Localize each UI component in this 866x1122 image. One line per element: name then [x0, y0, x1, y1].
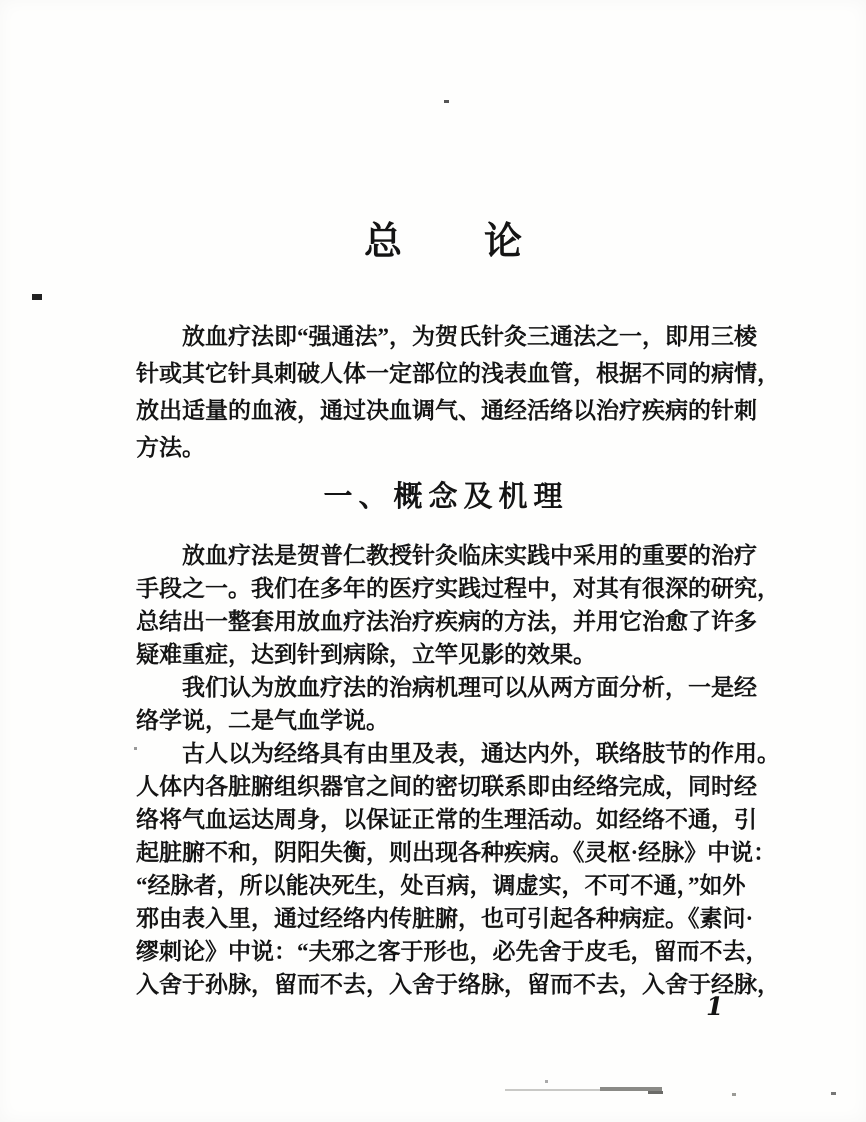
body-line: 方法。: [136, 435, 205, 460]
body-line: 手段之一。我们在多年的医疗实践过程中，对其有很深的研究，: [136, 576, 780, 601]
body-line: 古人以为经络具有由里及表，通达内外，联络肢节的作用。: [182, 741, 780, 766]
scan-artifact: [831, 1092, 836, 1095]
body-line: 放血疗法即“强通法”，为贺氏针灸三通法之一，即用三棱: [182, 324, 757, 349]
scan-artifact: [545, 1080, 548, 1083]
paragraph-meridians: [136, 737, 780, 1001]
body-line: 入舍于孙脉，留而不去，入舍于络脉，留而不去，入舍于经脉，: [136, 972, 780, 997]
body-text: [136, 318, 780, 1001]
paragraph-mechanism: [136, 671, 756, 737]
paragraph-overview: [136, 539, 780, 671]
scan-artifact: [444, 100, 449, 103]
body-line: 针或其它针具刺破人体一定部位的浅表血管，根据不同的病情，: [136, 361, 780, 386]
body-line: 络将气血运达周身，以保证正常的生理活动。如经络不通，引: [136, 807, 757, 832]
body-line: 缪刺论》中说：“夫邪之客于形也，必先舍于皮毛，留而不去，: [136, 939, 769, 964]
scan-artifact: [505, 1089, 600, 1091]
page-number: 1: [706, 992, 724, 1021]
body-line: “经脉者，所以能决死生，处百病，调虚实，不可不通，”如外: [136, 873, 746, 898]
body-line: 总结出一整套用放血疗法治疗疾病的方法，并用它治愈了许多: [136, 609, 757, 634]
section-heading: 一、概念及机理: [323, 481, 569, 513]
body-line: 人体内各脏腑组织器官之间的密切联系即由经络完成，同时经: [136, 774, 757, 799]
body-line: 放出适量的血液，通过决血调气、通经活络以治疗疾病的针刺: [136, 398, 757, 423]
scan-artifact: [648, 1091, 663, 1094]
scan-artifact: [134, 747, 137, 750]
paragraph-intro: [136, 318, 780, 466]
scan-artifact: [732, 1093, 736, 1096]
body-line: 疑难重症，达到针到病除，立竿见影的效果。: [136, 642, 596, 667]
body-line: 我们认为放血疗法的治病机理可以从两方面分析，一是经: [182, 675, 757, 700]
body-line: 放血疗法是贺普仁教授针灸临床实践中采用的重要的治疗: [182, 543, 757, 568]
body-line: 起脏腑不和，阴阳失衡，则出现各种疾病。《灵枢·经脉》中说：: [136, 840, 777, 865]
page-title: 总 论: [363, 221, 524, 263]
body-line: 络学说，二是气血学说。: [136, 708, 389, 733]
scan-artifact: [32, 294, 42, 300]
body-line: 邪由表入里，通过经络内传脏腑，也可引起各种病症。《素问·: [136, 906, 754, 931]
